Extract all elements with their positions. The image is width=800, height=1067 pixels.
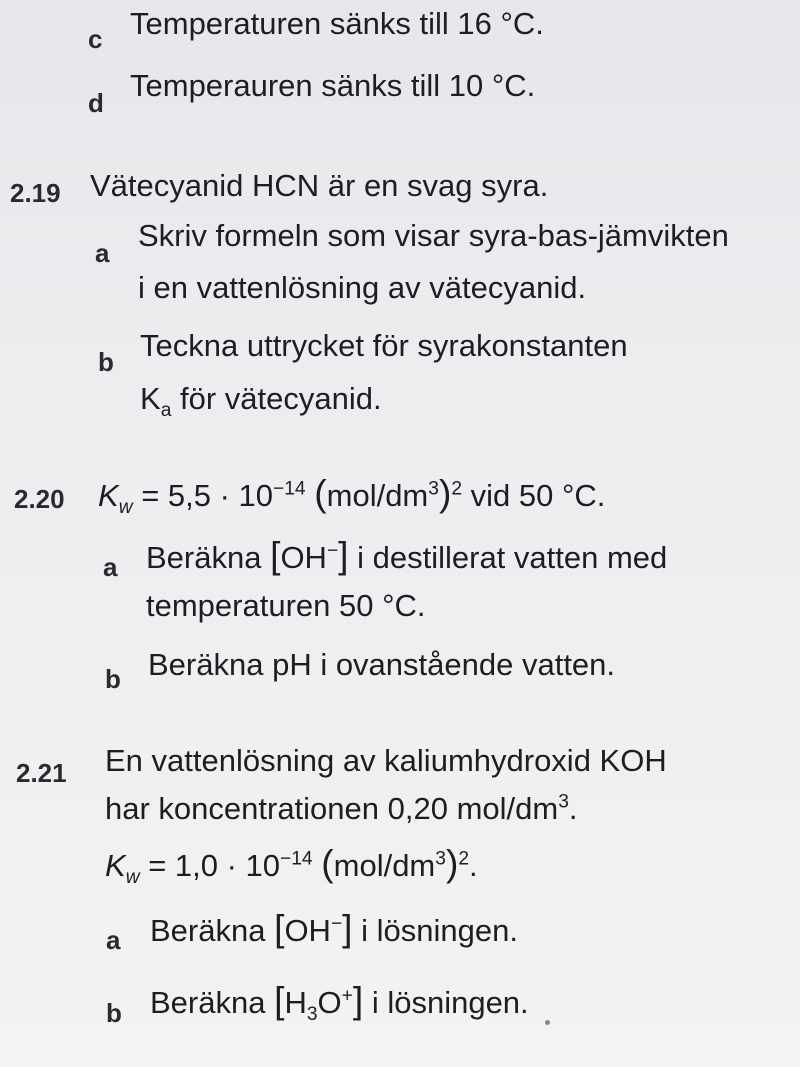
- problem-number-220: 2.20: [14, 484, 65, 514]
- problem-219-a-label: a: [95, 238, 110, 268]
- problem-219-a-line2: i en vattenlösning av vätecyanid.: [138, 270, 587, 305]
- problem-221-a-text: Beräkna [OH−] i lösningen.: [150, 907, 518, 949]
- problem-220-b-label: b: [105, 664, 121, 694]
- problem-221-b-label: b: [106, 998, 122, 1028]
- item-label-c: c: [88, 24, 103, 54]
- problem-number-221: 2.21: [16, 758, 67, 788]
- problem-219-b-label: b: [98, 347, 114, 377]
- problem-221-b-text: Beräkna $[H_3O^+]$ i lösningen.: [150, 979, 529, 1026]
- item-text-c: Temperaturen sänks till 16 °C.: [130, 6, 544, 41]
- problem-221-formula: $K_w = 1,0 \cdot 10^{-14}$ $(mol/dm^3)^2$.: [105, 842, 478, 889]
- problem-220-b-text: Beräkna pH i ovanstående vatten.: [148, 647, 616, 682]
- problem-219-b-line2: $K_a$ för vätecyanid.: [140, 381, 382, 422]
- problem-220-a-label: a: [103, 552, 118, 582]
- problem-number-219: 2.19: [10, 178, 61, 208]
- problem-221-a-label: a: [106, 925, 121, 955]
- problem-219-text: Vätecyanid HCN är en svag syra.: [90, 168, 549, 203]
- problem-219-b-line1: Teckna uttrycket för syrakonstanten: [140, 328, 628, 363]
- item-text-d: Temperauren sänks till 10 °C.: [130, 68, 536, 103]
- item-label-d: d: [88, 88, 104, 118]
- problem-220-a-line2: temperaturen 50 °C.: [146, 588, 426, 623]
- problem-220-formula: $K_w = 5,5 \cdot 10^{-14}$ $(mol/dm^3)^2$ vid 50 °C.: [98, 472, 606, 519]
- problem-221-line2: har koncentrationen 0,20 mol/$dm^3$.: [105, 791, 578, 826]
- problem-220-a-line1: Beräkna [OH−] i destillerat vatten med: [146, 534, 668, 576]
- speck-mark: [545, 1020, 550, 1025]
- problem-219-a-line1: Skriv formeln som visar syra-bas-jämvikten: [138, 218, 729, 253]
- problem-221-line1: En vattenlösning av kaliumhydroxid KOH: [105, 743, 667, 778]
